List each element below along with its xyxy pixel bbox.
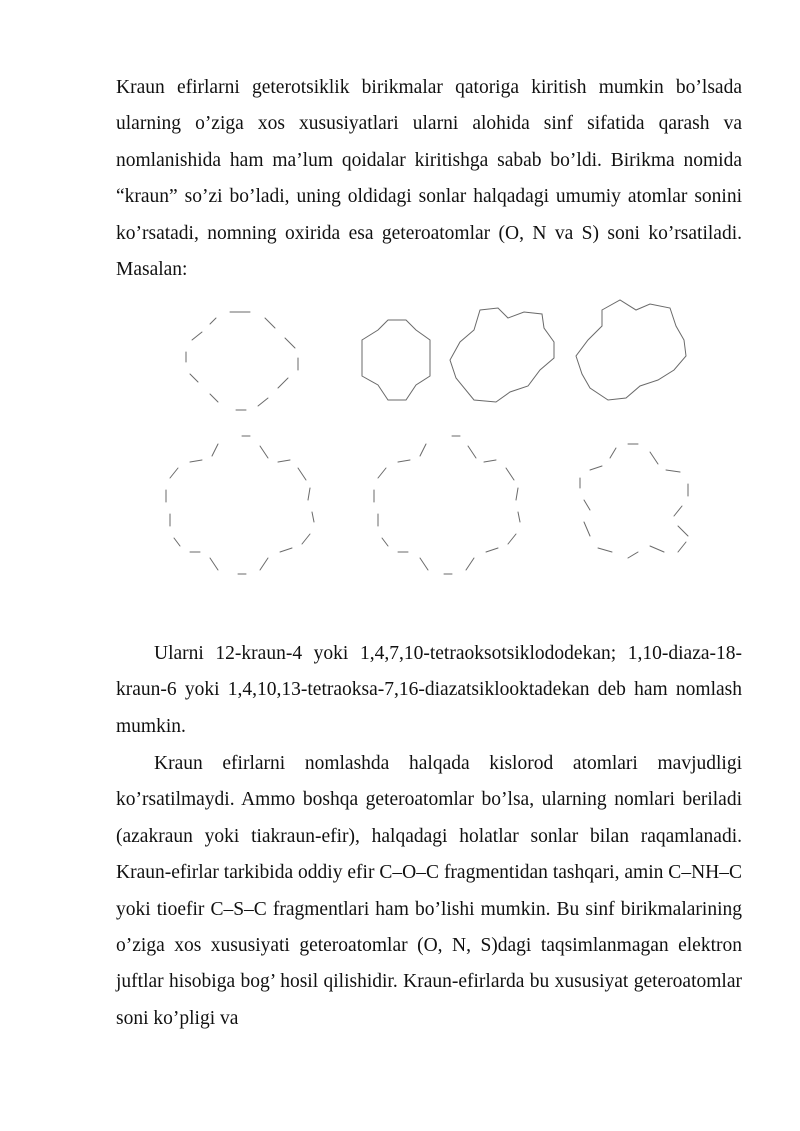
crown-ring-4 bbox=[576, 300, 686, 400]
crown-ring-3 bbox=[450, 308, 554, 402]
paragraph-naming-rules: Kraun efirlarni nomlashda halqada kislorod atomlari mavjudligi ko’rsatilmaydi. Ammo boshqa geteroatomlar bo’lsa, ularning nomlari beriladi (azakraun yoki tiakraun-efir), halqadagi holatlar sonlar bilan raqamlanadi. Kraun-efirlar tarkibida oddiy efir C–O–C fragmentidan tashqari, amin C–NH–C yoki tioefir C–S–C fragmentlari ham bo’lishi mumkin. Bu sinf birikmalarining o’ziga xos xususiyati geteroatomlar (O, N, S)dagi taqsimlanmagan elektron juftlar hisobiga bog’ hosil qilishidir. Kraun-efirlarda bu xususiyat geteroatomlar soni ko’pligi va bbox=[116, 753, 742, 1029]
crown-ring-6 bbox=[374, 436, 520, 574]
crown-ring-1 bbox=[186, 312, 298, 410]
paragraph-intro: Kraun efirlarni geterotsiklik birikmalar qatoriga kiritish mumkin bo’lsada ularning o’ziga xos xususiyatlari ularni alohida sinf sifatida qarash va nomlanishida ham ma’lum qoidalar kiritishga sabab bo’ldi. Birikma nomida “kraun” so’zi bo’ladi, uning oldidagi sonlar halqadagi umumiy atomlar sonini ko’rsatadi, nomning oxirida esa geteroatomlar (O, N va S) soni ko’rsatiladi. Masalan: bbox=[116, 77, 742, 281]
crown-ring-7 bbox=[580, 444, 688, 558]
crown-ring-2 bbox=[362, 320, 430, 400]
paragraph-naming-examples: Ularni 12-kraun-4 yoki 1,4,7,10-tetraoksotsiklododekan; 1,10-diaza-18-kraun-6 yoki 1,4,10,13-tetraoksa-7,16-diazatsiklooktadekan deb ham nomlash mumkin. bbox=[116, 643, 742, 737]
crown-ring-5 bbox=[166, 436, 314, 574]
crown-ether-structures-svg bbox=[150, 290, 710, 600]
crown-ether-structures-figure bbox=[150, 290, 710, 600]
